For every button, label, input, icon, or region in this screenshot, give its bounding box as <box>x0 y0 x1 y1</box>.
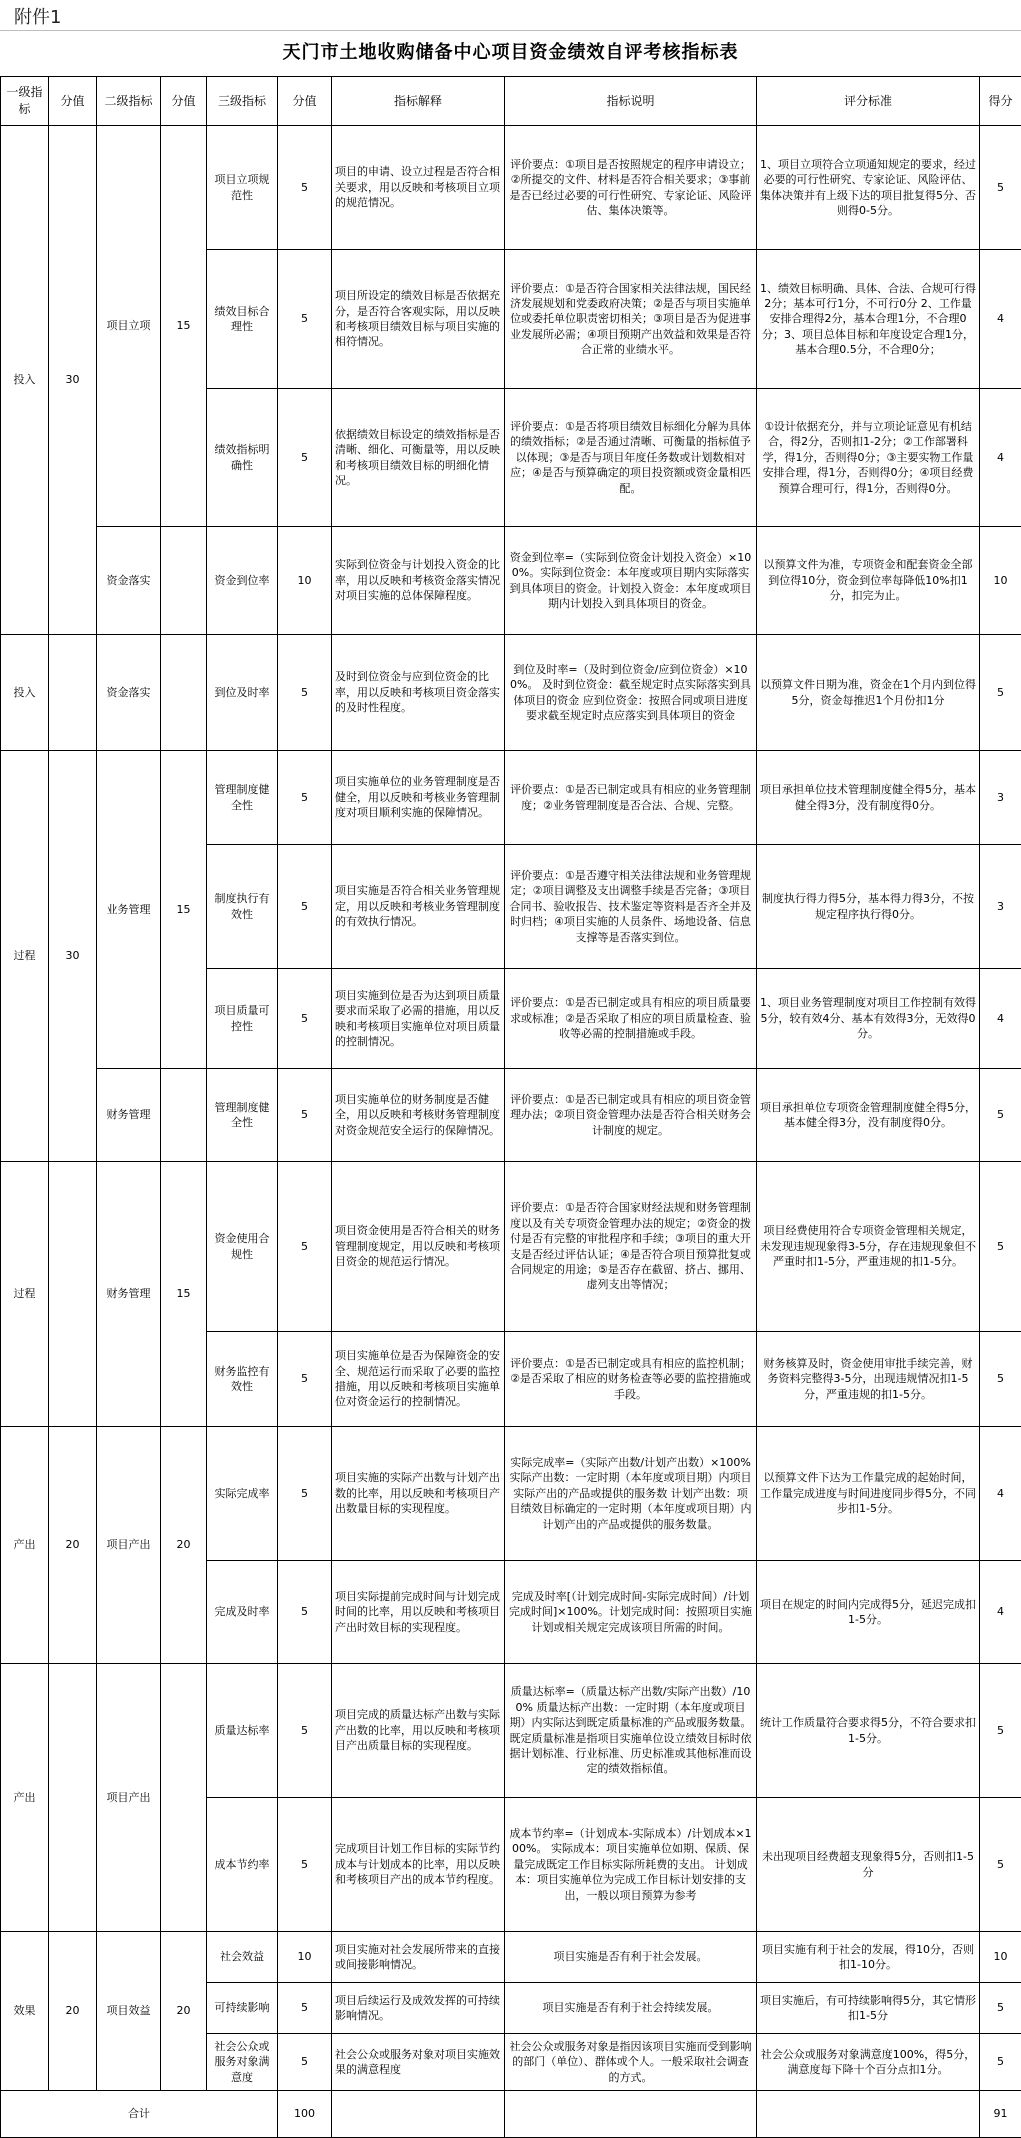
level3-score: 5 <box>278 2034 332 2091</box>
score-cell: 4 <box>980 250 1021 389</box>
level2-score: 15 <box>161 1162 207 1427</box>
header-cell: 指标解释 <box>332 77 505 126</box>
description-cell: 成本节约率=（计划成本-实际成本）/计划成本×100%。 实际成本：项目实施单位如期、保质、保量完成既定工作目标实际所耗费的支出。 计划成本：项目实施单位为完成工作目标计划安排的支出，一般以项目预算为参考 <box>505 1798 757 1932</box>
header-cell: 三级指标 <box>207 77 278 126</box>
level2-score: 20 <box>161 1427 207 1664</box>
level2-cell: 项目产出 <box>97 1427 161 1664</box>
explanation-cell: 及时到位资金与应到位资金的比率，用以反映和考核项目资金落实的及时性程度。 <box>332 635 505 751</box>
level1-cell: 过程 <box>1 1162 49 1427</box>
explanation-cell: 项目完成的质量达标产出数与实际产出数的比率，用以反映和考核项目产出质量目标的实现程度。 <box>332 1664 505 1798</box>
level1-cell: 产出 <box>1 1664 49 1932</box>
level3-score: 5 <box>278 250 332 389</box>
criteria-cell: 项目承担单位专项资金管理制度健全得5分，基本健全得3分，没有制度得0分。 <box>757 1069 980 1162</box>
level3-cell: 绩效指标明确性 <box>207 389 278 527</box>
level2-cell: 项目效益 <box>97 1932 161 2091</box>
explanation-cell: 项目所设定的绩效目标是否依据充分，是否符合客观实际，用以反映和考核项目绩效目标与项目实施的相符情况。 <box>332 250 505 389</box>
level1-score: 30 <box>49 126 97 635</box>
header-cell: 一级指标 <box>1 77 49 126</box>
explanation-cell: 项目后续运行及成效发挥的可持续影响情况。 <box>332 1983 505 2034</box>
level3-cell: 成本节约率 <box>207 1798 278 1932</box>
description-cell: 项目实施是否有利于社会发展。 <box>505 1932 757 1983</box>
annex-label <box>0 0 1021 31</box>
description-cell: 评价要点：①是否已制定或具有相应的项目质量要求或标准；②是否采取了相应的项目质量检查、验收等必需的控制措施或手段。 <box>505 969 757 1069</box>
score-cell: 5 <box>980 635 1021 751</box>
explanation-cell: 项目的申请、设立过程是否符合相关要求，用以反映和考核项目立项的规范情况。 <box>332 126 505 250</box>
header-cell: 得分 <box>980 77 1021 126</box>
table-row <box>1 1664 1021 1798</box>
score-cell: 10 <box>980 527 1021 635</box>
score-cell: 4 <box>980 969 1021 1069</box>
score-cell: 5 <box>980 1983 1021 2034</box>
score-cell: 5 <box>980 1664 1021 1798</box>
score-cell: 5 <box>980 1162 1021 1332</box>
level3-cell: 实际完成率 <box>207 1427 278 1561</box>
level3-cell: 社会公众或服务对象满意度 <box>207 2034 278 2091</box>
criteria-cell: ①设计依据充分，并与立项论证意见有机结合，得2分，否则扣1-2分；②工作部署科学，得1分，否则得0分；③主要实物工作量安排合理，得1分，否则得0分；④项目经费预算合理可行，得1分，否则得0分。 <box>757 389 980 527</box>
level1-score: 20 <box>49 1427 97 1664</box>
total-row <box>1 2091 1021 2138</box>
header-cell: 评分标准 <box>757 77 980 126</box>
table-row <box>1 126 1021 250</box>
level3-cell: 完成及时率 <box>207 1561 278 1664</box>
score-cell: 4 <box>980 1427 1021 1561</box>
level3-score: 5 <box>278 1427 332 1561</box>
level1-score: 30 <box>49 751 97 1162</box>
level1-score: 20 <box>49 1932 97 2091</box>
level3-score: 5 <box>278 1561 332 1664</box>
level3-cell: 项目质量可控性 <box>207 969 278 1069</box>
level3-score: 10 <box>278 527 332 635</box>
explanation-cell: 项目实施单位是否为保障资金的安全、规范运行而采取了必要的监控措施，用以反映和考核项目实施单位对资金运行的控制情况。 <box>332 1332 505 1427</box>
criteria-cell: 未出现项目经费超支现象得5分，否则扣1-5分 <box>757 1798 980 1932</box>
level3-cell: 项目立项规范性 <box>207 126 278 250</box>
total-empty-cell <box>757 2091 980 2138</box>
criteria-cell: 制度执行得力得5分，基本得力得3分，不按规定程序执行得0分。 <box>757 845 980 969</box>
description-cell: 评价要点：①是否已制定或具有相应的监控机制；②是否采取了相应的财务检查等必要的监控措施或手段。 <box>505 1332 757 1427</box>
explanation-cell: 项目实施单位的财务制度是否健全，用以反映和考核财务管理制度对资金规范安全运行的保障情况。 <box>332 1069 505 1162</box>
criteria-cell: 1、项目业务管理制度对项目工作控制有效得5分，较有效4分、基本有效得3分，无效得0分。 <box>757 969 980 1069</box>
level3-cell: 制度执行有效性 <box>207 845 278 969</box>
criteria-cell: 项目实施后，有可持续影响得5分，其它情形扣1-5分 <box>757 1983 980 2034</box>
level3-score: 5 <box>278 1162 332 1332</box>
level3-cell: 绩效目标合理性 <box>207 250 278 389</box>
score-cell: 5 <box>980 1332 1021 1427</box>
explanation-cell: 项目实际提前完成时间与计划完成时间的比率，用以反映和考核项目产出时效目标的实现程度。 <box>332 1561 505 1664</box>
level2-cell: 项目立项 <box>97 126 161 527</box>
description-cell: 评价要点：①是否将项目绩效目标细化分解为具体的绩效指标；②是否通过清晰、可衡量的指标值予以体现；③是否与项目年度任务数或计划数相对应；④是否与预算确定的项目投资额或资金量相匹配。 <box>505 389 757 527</box>
explanation-cell: 项目实施到位是否为达到项目质量要求而采取了必需的措施，用以反映和考核项目实施单位对项目质量的控制情况。 <box>332 969 505 1069</box>
description-cell: 资金到位率=（实际到位资金计划投入资金）×100%。实际到位资金：本年度或项目期内实际落实到具体项目的资金。计划投入资金：本年度或项目期内计划投入到具体项目的资金。 <box>505 527 757 635</box>
level3-score: 5 <box>278 751 332 845</box>
total-score: 91 <box>980 2091 1021 2138</box>
level3-score: 5 <box>278 1983 332 2034</box>
description-cell: 项目实施是否有利于社会持续发展。 <box>505 1983 757 2034</box>
level3-cell: 质量达标率 <box>207 1664 278 1798</box>
criteria-cell: 1、项目立项符合立项通知规定的要求，经过必要的可行性研究、专家论证、风险评估、集体决策并有上级下达的项目批复得5分、否则得0-5分。 <box>757 126 980 250</box>
header-cell: 指标说明 <box>505 77 757 126</box>
criteria-cell: 以预算文件日期为准，资金在1个月内到位得5分，资金每推迟1个月份扣1分 <box>757 635 980 751</box>
score-cell: 10 <box>980 1932 1021 1983</box>
table-row <box>1 1427 1021 1561</box>
level3-score: 5 <box>278 1069 332 1162</box>
table-row <box>1 635 1021 751</box>
level2-cell: 资金落实 <box>97 635 161 751</box>
level3-cell: 资金到位率 <box>207 527 278 635</box>
criteria-cell: 项目经费使用符合专项资金管理相关规定，未发现违规现象得3-5分，存在违规现象但不严重时扣1-5分，严重违规的扣1-5分。 <box>757 1162 980 1332</box>
criteria-cell: 1、绩效目标明确、具体、合法、合规可行得2分；基本可行1分，不可行0分 2、工作量安排合理得2分，基本合理1分，不合理0分；3、项目总体目标和年度设定合理1分，基本合理0.5分，不合理0分； <box>757 250 980 389</box>
level2-cell: 业务管理 <box>97 751 161 1069</box>
level2-score: 15 <box>161 126 207 527</box>
level1-cell: 效果 <box>1 1932 49 2091</box>
level3-score: 5 <box>278 635 332 751</box>
level3-cell: 到位及时率 <box>207 635 278 751</box>
level2-cell: 资金落实 <box>97 527 161 635</box>
explanation-cell: 项目实施是否符合相关业务管理规定，用以反映和考核业务管理制度的有效执行情况。 <box>332 845 505 969</box>
total-label: 合计 <box>1 2091 278 2138</box>
level1-score <box>49 1162 97 1427</box>
description-cell: 质量达标率=（质量达标产出数/实际产出数）/100% 质量达标产出数：一定时期（本年度或项目期）内实际达到既定质量标准的产品或服务数量。 既定质量标准是指项目实施单位设立绩效目标时依据计划标准、行业标准、历史标准或其他标准而设定的绩效指标值。 <box>505 1664 757 1798</box>
description-cell: 评价要点：①是否符合国家财经法规和财务管理制度以及有关专项资金管理办法的规定；②资金的拨付是否有完整的审批程序和手续；③项目的重大开支是否经过评估认证；④是否符合项目预算批复或合同规定的用途；⑤是否存在截留、挤占、挪用、虚列支出等情况； <box>505 1162 757 1332</box>
level3-cell: 可持续影响 <box>207 1983 278 2034</box>
level3-cell: 资金使用合规性 <box>207 1162 278 1332</box>
level3-score: 5 <box>278 1798 332 1932</box>
description-cell: 评价要点：①是否已制定或具有相应的项目资金管理办法；②项目资金管理办法是否符合相关财务会计制度的规定。 <box>505 1069 757 1162</box>
description-cell: 评价要点：①是否已制定或具有相应的业务管理制度；②业务管理制度是否合法、合规、完整。 <box>505 751 757 845</box>
page-title: 天门市土地收购储备中心项目资金绩效自评考核指标表 <box>0 30 1021 76</box>
level3-score: 5 <box>278 126 332 250</box>
annex-text: 附件1 <box>14 3 61 29</box>
criteria-cell: 统计工作质量符合要求得5分，不符合要求扣1-5分。 <box>757 1664 980 1798</box>
level2-score <box>161 1069 207 1162</box>
score-cell: 5 <box>980 1069 1021 1162</box>
score-cell: 5 <box>980 2034 1021 2091</box>
total-weight: 100 <box>278 2091 332 2138</box>
level3-cell: 管理制度健全性 <box>207 751 278 845</box>
level1-score <box>49 635 97 751</box>
table-row <box>1 1162 1021 1332</box>
level1-cell: 过程 <box>1 751 49 1162</box>
criteria-cell: 项目实施有利于社会的发展，得10分，否则扣1-10分。 <box>757 1932 980 1983</box>
level2-score <box>161 527 207 635</box>
total-empty-cell <box>505 2091 757 2138</box>
table-row <box>1 1069 1021 1162</box>
description-cell: 评价要点：①是否符合国家相关法律法规，国民经济发展规划和党委政府决策；②是否与项目实施单位或委托单位职责密切相关；③项目是否为促进事业发展所必需；④项目预期产出效益和效果是否符合正常的业绩水平。 <box>505 250 757 389</box>
indicator-table <box>0 76 1021 2138</box>
header-cell: 分值 <box>278 77 332 126</box>
total-empty-cell <box>332 2091 505 2138</box>
level3-cell: 社会效益 <box>207 1932 278 1983</box>
criteria-cell: 社会公众或服务对象满意度100%，得5分，满意度每下降十个百分点扣1分。 <box>757 2034 980 2091</box>
level3-score: 5 <box>278 1664 332 1798</box>
level2-cell: 财务管理 <box>97 1069 161 1162</box>
table-row <box>1 1932 1021 1983</box>
criteria-cell: 以预算文件下达为工作量完成的起始时间，工作量完成进度与时间进度同步得5分，不同步扣1-5分。 <box>757 1427 980 1561</box>
level2-score <box>161 635 207 751</box>
score-cell: 4 <box>980 1561 1021 1664</box>
level3-cell: 财务监控有效性 <box>207 1332 278 1427</box>
criteria-cell: 以预算文件为准，专项资金和配套资金全部到位得10分，资金到位率每降低10%扣1分，扣完为止。 <box>757 527 980 635</box>
explanation-cell: 实际到位资金与计划投入资金的比率，用以反映和考核资金落实情况对项目实施的总体保障程度。 <box>332 527 505 635</box>
criteria-cell: 项目在规定的时间内完成得5分，延迟完成扣1-5分。 <box>757 1561 980 1664</box>
level2-cell: 财务管理 <box>97 1162 161 1427</box>
explanation-cell: 依据绩效目标设定的绩效指标是否清晰、细化、可衡量等，用以反映和考核项目绩效目标的明细化情况。 <box>332 389 505 527</box>
explanation-cell: 社会公众或服务对象对项目实施效果的满意程度 <box>332 2034 505 2091</box>
level1-cell: 投入 <box>1 126 49 635</box>
level3-score: 5 <box>278 969 332 1069</box>
level2-score: 20 <box>161 1932 207 2091</box>
level3-score: 5 <box>278 1332 332 1427</box>
header-row <box>1 77 1021 126</box>
description-cell: 评价要点：①是否遵守相关法律法规和业务管理规定；②项目调整及支出调整手续是否完备；③项目合同书、验收报告、技术鉴定等资料是否齐全并及时归档；④项目实施的人员条件、场地设备、信息支撑等是否落实到位。 <box>505 845 757 969</box>
level3-score: 5 <box>278 389 332 527</box>
explanation-cell: 项目资金使用是否符合相关的财务管理制度规定，用以反映和考核项目资金的规范运行情况。 <box>332 1162 505 1332</box>
description-cell: 社会公众或服务对象是指因该项目实施而受到影响的部门（单位）、群体或个人。一般采取社会调查的方式。 <box>505 2034 757 2091</box>
level3-score: 10 <box>278 1932 332 1983</box>
level3-score: 5 <box>278 845 332 969</box>
level1-score <box>49 1664 97 1932</box>
level1-cell: 产出 <box>1 1427 49 1664</box>
level2-cell: 项目产出 <box>97 1664 161 1932</box>
description-cell: 评价要点：①项目是否按照规定的程序申请设立；②所提交的文件、材料是否符合相关要求；③事前是否已经过必要的可行性研究、专家论证、风险评估、集体决策等。 <box>505 126 757 250</box>
explanation-cell: 项目实施的实际产出数与计划产出数的比率，用以反映和考核项目产出数量目标的实现程度。 <box>332 1427 505 1561</box>
header-cell: 分值 <box>161 77 207 126</box>
description-cell: 完成及时率[（计划完成时间-实际完成时间）/计划完成时间]×100%。计划完成时间：按照项目实施计划或相关规定完成该项目所需的时间。 <box>505 1561 757 1664</box>
score-cell: 4 <box>980 389 1021 527</box>
level2-score <box>161 1664 207 1932</box>
score-cell: 5 <box>980 126 1021 250</box>
table-row <box>1 527 1021 635</box>
score-cell: 3 <box>980 751 1021 845</box>
level2-score: 15 <box>161 751 207 1069</box>
header-cell: 二级指标 <box>97 77 161 126</box>
explanation-cell: 完成项目计划工作目标的实际节约成本与计划成本的比率，用以反映和考核项目产出的成本节约程度。 <box>332 1798 505 1932</box>
header-cell: 分值 <box>49 77 97 126</box>
score-cell: 5 <box>980 1798 1021 1932</box>
criteria-cell: 项目承担单位技术管理制度健全得5分，基本健全得3分，没有制度得0分。 <box>757 751 980 845</box>
score-cell: 3 <box>980 845 1021 969</box>
description-cell: 到位及时率=（及时到位资金/应到位资金）×100%。 及时到位资金：截至规定时点实际落实到具体项目的资金 应到位资金：按照合同或项目进度要求截至规定时点应落实到具体项目的资金 <box>505 635 757 751</box>
explanation-cell: 项目实施对社会发展所带来的直接或间接影响情况。 <box>332 1932 505 1983</box>
level1-cell: 投入 <box>1 635 49 751</box>
explanation-cell: 项目实施单位的业务管理制度是否健全，用以反映和考核业务管理制度对项目顺利实施的保障情况。 <box>332 751 505 845</box>
description-cell: 实际完成率=（实际产出数/计划产出数）×100% 实际产出数：一定时期（本年度或项目期）内项目实际产出的产品或提供的服务数 计划产出数：项目绩效目标确定的一定时期（本年度或项目期）内计划产出的产品或提供的服务数量。 <box>505 1427 757 1561</box>
criteria-cell: 财务核算及时，资金使用审批手续完善，财务资料完整得3-5分，出现违规情况扣1-5分，严重违规的扣1-5分。 <box>757 1332 980 1427</box>
table-row <box>1 751 1021 845</box>
level3-cell: 管理制度健全性 <box>207 1069 278 1162</box>
